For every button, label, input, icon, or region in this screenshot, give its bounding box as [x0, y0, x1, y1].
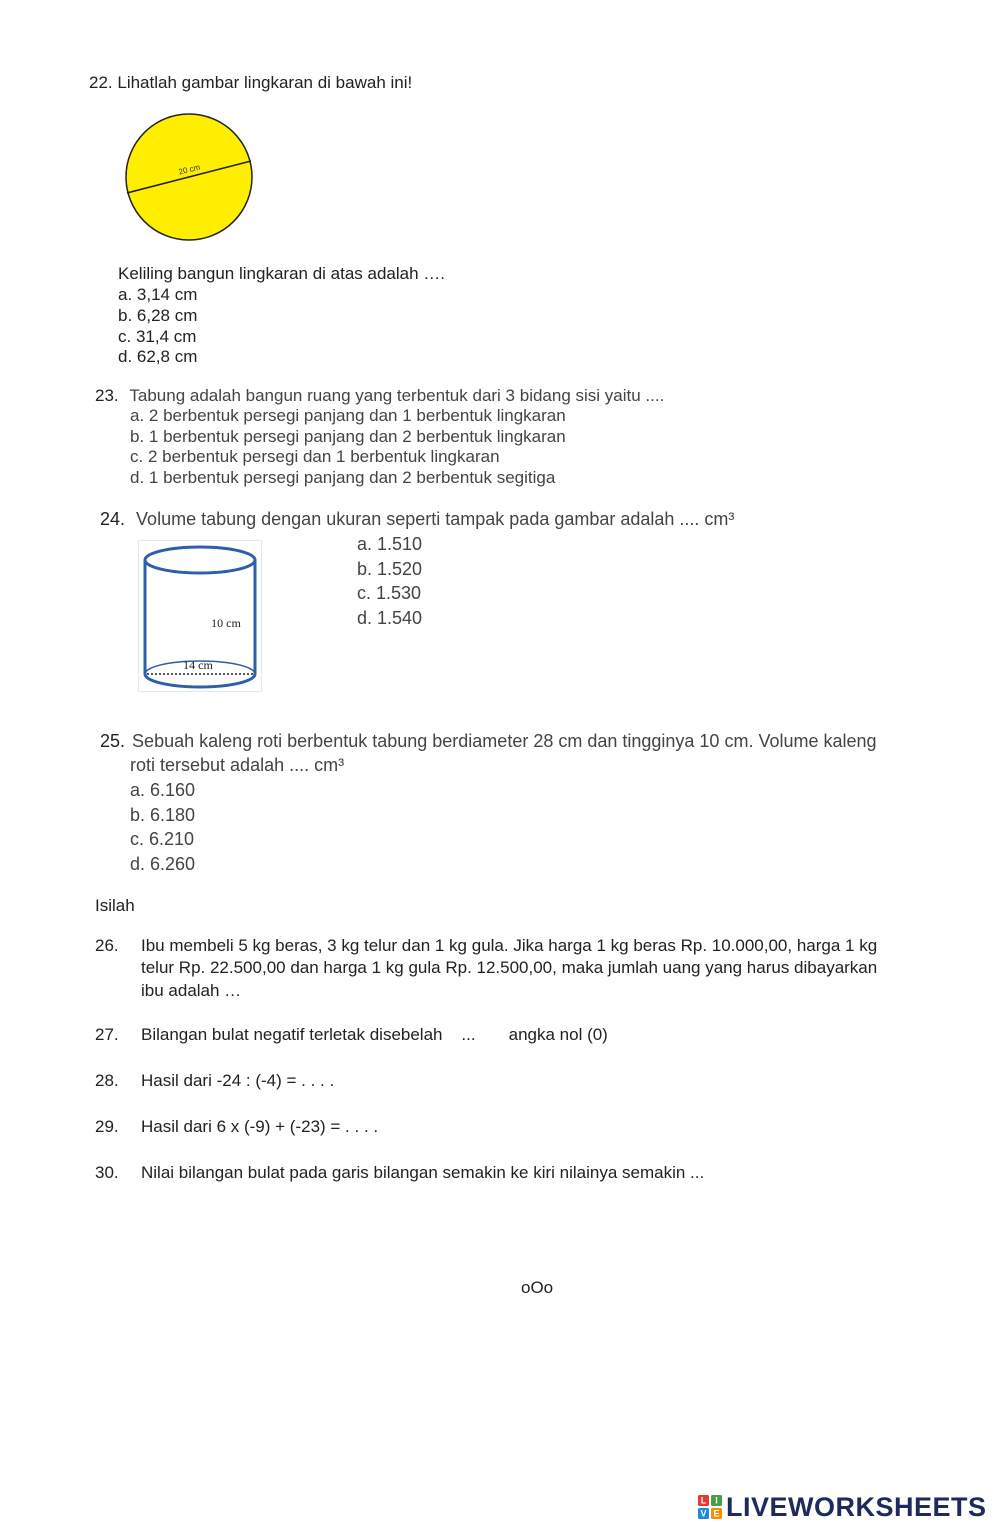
q25-option-c[interactable]: c. 6.210 — [130, 829, 195, 849]
q26-line2: telur Rp. 22.500,00 dan harga 1 kg gula Rp. 12.500,00, maka jumlah uang yang harus dibayarkan — [141, 958, 878, 977]
logo-text: LIVEWORKSHEETS — [726, 1492, 987, 1522]
q29-number: 29. — [95, 1117, 119, 1136]
q24-option-a[interactable]: a. 1.510 — [357, 534, 423, 554]
logo-badge-letter-v: V — [700, 1508, 707, 1519]
q25-option-d[interactable]: d. 6.260 — [130, 854, 196, 874]
q22-prompt-text: Lihatlah gambar lingkaran di bawah ini! — [117, 73, 413, 92]
liveworksheets-logo[interactable] — [698, 1492, 987, 1522]
cylinder-bottom-front-arc — [145, 674, 255, 687]
q25-number: 25. — [100, 731, 126, 751]
circle-diameter-label: 20 cm — [177, 162, 202, 177]
q23-number: 23. — [95, 386, 119, 405]
q26-number: 26. — [95, 936, 119, 955]
q24-option-c[interactable]: c. 1.530 — [357, 583, 422, 603]
q25-line2: roti tersebut adalah .... cm³ — [130, 755, 345, 775]
q25-line1: Sebuah kaleng roti berbentuk tabung berdiameter 28 cm dan tingginya 10 cm. Volume kaleng — [132, 731, 877, 751]
q25-prompt — [100, 731, 877, 752]
q23-prompt — [95, 386, 664, 406]
q23-prompt-text: Tabung adalah bangun ruang yang terbentuk dari 3 bidang sisi yaitu .... — [129, 386, 665, 405]
q25-option-b[interactable]: b. 6.180 — [130, 805, 196, 825]
q24-prompt-text: Volume tabung dengan ukuran seperti tampak pada gambar adalah .... cm³ — [136, 509, 735, 529]
q29-text: Hasil dari 6 x (-9) + (-23) = . . . . — [141, 1117, 379, 1136]
q22-prompt — [89, 73, 412, 93]
q27-text: Bilangan bulat negatif terletak disebelah ... angka nol (0) — [141, 1025, 608, 1044]
q22-question: Keliling bangun lingkaran di atas adalah …. — [118, 264, 446, 283]
q30-text: Nilai bilangan bulat pada garis bilangan semakin ke kiri nilainya semakin ... — [141, 1163, 705, 1182]
q24-option-b[interactable]: b. 1.520 — [357, 559, 423, 579]
q27-number: 27. — [95, 1025, 119, 1044]
circle-figure — [122, 109, 257, 246]
q22-number: 22. — [89, 73, 113, 92]
q24-prompt — [100, 509, 734, 530]
logo-badge-icon — [698, 1495, 722, 1519]
q23-option-b[interactable]: b. 1 berbentuk persegi panjang dan 2 berbentuk lingkaran — [130, 427, 566, 446]
q23-option-c[interactable]: c. 2 berbentuk persegi dan 1 berbentuk lingkaran — [130, 447, 500, 466]
q22-option-b[interactable]: b. 6,28 cm — [118, 306, 198, 325]
q25-option-a[interactable]: a. 6.160 — [130, 780, 196, 800]
q23-option-a[interactable]: a. 2 berbentuk persegi panjang dan 1 berbentuk lingkaran — [130, 406, 566, 425]
end-mark: oOo — [521, 1278, 554, 1297]
q24-option-d[interactable]: d. 1.540 — [357, 608, 423, 628]
cylinder-diameter-label: 14 cm — [183, 658, 213, 672]
cylinder-top-ellipse — [145, 547, 255, 573]
q30-number: 30. — [95, 1163, 119, 1182]
q28-number: 28. — [95, 1071, 119, 1090]
cylinder-figure — [138, 540, 262, 692]
q28-text: Hasil dari -24 : (-4) = . . . . — [141, 1071, 335, 1090]
logo-badge-letter-e: E — [713, 1508, 720, 1519]
logo-badge-letter-i: I — [715, 1495, 718, 1506]
logo-badge-letter-l: L — [700, 1495, 707, 1506]
q22-option-d[interactable]: d. 62,8 cm — [118, 347, 198, 366]
q26-line3: ibu adalah … — [141, 981, 242, 1000]
section-title: Isilah — [95, 896, 135, 915]
q22-option-c[interactable]: c. 31,4 cm — [118, 327, 197, 346]
cylinder-height-label: 10 cm — [211, 616, 241, 630]
q26-line1: Ibu membeli 5 kg beras, 3 kg telur dan 1 kg gula. Jika harga 1 kg beras Rp. 10.000,00, harga 1 kg — [141, 936, 878, 955]
q23-option-d[interactable]: d. 1 berbentuk persegi panjang dan 2 berbentuk segitiga — [130, 468, 556, 487]
q22-option-a[interactable]: a. 3,14 cm — [118, 285, 198, 304]
q24-number: 24. — [100, 509, 126, 529]
